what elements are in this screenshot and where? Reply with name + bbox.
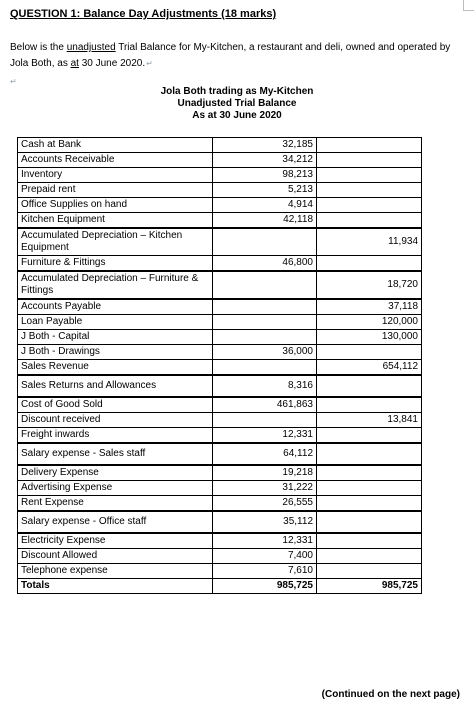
account-name-cell: Delivery Expense: [18, 465, 213, 481]
table-row: [18, 549, 422, 564]
credit-cell: [317, 345, 422, 360]
debit-cell: [213, 330, 317, 345]
credit-cell: [317, 153, 422, 168]
debit-cell: 64,112: [213, 443, 317, 465]
trial-balance-table: [17, 137, 422, 594]
account-name-cell: Inventory: [18, 168, 213, 183]
table-row: [18, 511, 422, 533]
debit-cell: 31,222: [213, 481, 317, 496]
debit-cell: 46,800: [213, 256, 317, 272]
debit-cell: 35,112: [213, 511, 317, 533]
credit-cell: 654,112: [317, 360, 422, 376]
account-name-cell: Totals: [18, 579, 213, 594]
table-row: [18, 360, 422, 376]
credit-cell: [317, 183, 422, 198]
table-row: [18, 183, 422, 198]
debit-cell: 12,331: [213, 428, 317, 444]
table-row: [18, 168, 422, 183]
table-row: [18, 413, 422, 428]
credit-cell: 120,000: [317, 315, 422, 330]
credit-cell: [317, 496, 422, 512]
credit-cell: 13,841: [317, 413, 422, 428]
account-name-cell: Discount received: [18, 413, 213, 428]
question-title: QUESTION 1: Balance Day Adjustments (18 marks): [10, 8, 277, 20]
account-name-cell: Accounts Payable: [18, 299, 213, 315]
heading-line-2: Unadjusted Trial Balance: [177, 98, 297, 109]
debit-cell: 26,555: [213, 496, 317, 512]
account-name-cell: Salary expense - Office staff: [18, 511, 213, 533]
table-row: [18, 213, 422, 229]
table-row: [18, 315, 422, 330]
debit-cell: [213, 360, 317, 376]
credit-cell: [317, 198, 422, 213]
page-corner-marker: [463, 0, 474, 11]
credit-cell: [317, 481, 422, 496]
table-row: [18, 228, 422, 256]
table-row: [18, 579, 422, 594]
account-name-cell: Cash at Bank: [18, 138, 213, 153]
account-name-cell: Sales Returns and Allowances: [18, 375, 213, 397]
table-row: [18, 256, 422, 272]
account-name-cell: Loan Payable: [18, 315, 213, 330]
account-name-cell: Discount Allowed: [18, 549, 213, 564]
table-row: [18, 533, 422, 549]
credit-cell: 37,118: [317, 299, 422, 315]
account-name-cell: Office Supplies on hand: [18, 198, 213, 213]
credit-cell: [317, 443, 422, 465]
credit-cell: [317, 428, 422, 444]
account-name-cell: Prepaid rent: [18, 183, 213, 198]
credit-cell: [317, 397, 422, 413]
account-name-cell: Rent Expense: [18, 496, 213, 512]
account-name-cell: Accumulated Depreciation – Furniture & Fittings: [18, 271, 213, 299]
table-row: [18, 397, 422, 413]
table-row: [18, 428, 422, 444]
paragraph-mark: ↵: [10, 77, 17, 86]
table-row: [18, 481, 422, 496]
credit-cell: [317, 533, 422, 549]
table-row: [18, 138, 422, 153]
debit-cell: 461,863: [213, 397, 317, 413]
debit-cell: [213, 315, 317, 330]
table-row: [18, 299, 422, 315]
debit-cell: 12,331: [213, 533, 317, 549]
credit-cell: [317, 511, 422, 533]
account-name-cell: Electricity Expense: [18, 533, 213, 549]
continued-note: (Continued on the next page): [321, 689, 460, 700]
credit-cell: 985,725: [317, 579, 422, 594]
debit-cell: [213, 271, 317, 299]
heading-line-3: As at 30 June 2020: [192, 110, 282, 121]
account-name-cell: J Both - Drawings: [18, 345, 213, 360]
debit-cell: 36,000: [213, 345, 317, 360]
debit-cell: 34,212: [213, 153, 317, 168]
table-row: [18, 198, 422, 213]
debit-cell: [213, 228, 317, 256]
debit-cell: 7,610: [213, 564, 317, 579]
table-row: [18, 271, 422, 299]
credit-cell: [317, 465, 422, 481]
debit-cell: [213, 413, 317, 428]
debit-cell: [213, 299, 317, 315]
credit-cell: [317, 375, 422, 397]
credit-cell: [317, 564, 422, 579]
credit-cell: 130,000: [317, 330, 422, 345]
account-name-cell: Cost of Good Sold: [18, 397, 213, 413]
table-row: [18, 443, 422, 465]
table-row: [18, 345, 422, 360]
credit-cell: 18,720: [317, 271, 422, 299]
credit-cell: [317, 549, 422, 564]
debit-cell: 8,316: [213, 375, 317, 397]
debit-cell: 32,185: [213, 138, 317, 153]
credit-cell: 11,934: [317, 228, 422, 256]
intro-paragraph: Below is the unadjusted Trial Balance for My-Kitchen, a restaurant and deli, owned and operated by Jola Both, as at 30 June 2020.↵: [10, 42, 451, 69]
credit-cell: [317, 256, 422, 272]
credit-cell: [317, 213, 422, 229]
account-name-cell: Freight inwards: [18, 428, 213, 444]
debit-cell: 42,118: [213, 213, 317, 229]
debit-cell: 5,213: [213, 183, 317, 198]
debit-cell: 4,914: [213, 198, 317, 213]
credit-cell: [317, 168, 422, 183]
table-row: [18, 564, 422, 579]
account-name-cell: Accounts Receivable: [18, 153, 213, 168]
account-name-cell: Furniture & Fittings: [18, 256, 213, 272]
account-name-cell: Telephone expense: [18, 564, 213, 579]
account-name-cell: Accumulated Depreciation – Kitchen Equipment: [18, 228, 213, 256]
table-row: [18, 496, 422, 512]
account-name-cell: J Both - Capital: [18, 330, 213, 345]
account-name-cell: Salary expense - Sales staff: [18, 443, 213, 465]
heading-line-1: Jola Both trading as My-Kitchen: [160, 86, 314, 97]
table-row: [18, 465, 422, 481]
account-name-cell: Sales Revenue: [18, 360, 213, 376]
debit-cell: 98,213: [213, 168, 317, 183]
table-row: [18, 375, 422, 397]
account-name-cell: Kitchen Equipment: [18, 213, 213, 229]
debit-cell: 19,218: [213, 465, 317, 481]
table-row: [18, 153, 422, 168]
credit-cell: [317, 138, 422, 153]
table-row: [18, 330, 422, 345]
debit-cell: 985,725: [213, 579, 317, 594]
account-name-cell: Advertising Expense: [18, 481, 213, 496]
debit-cell: 7,400: [213, 549, 317, 564]
